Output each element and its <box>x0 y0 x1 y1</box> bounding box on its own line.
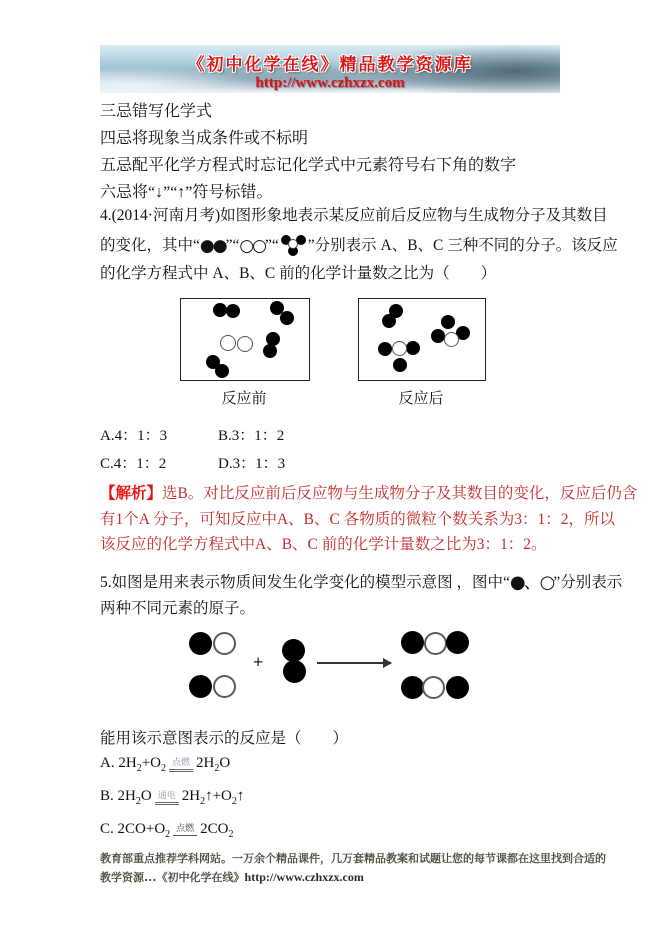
analysis-line1 <box>100 481 637 503</box>
black-atom <box>189 632 212 655</box>
black-atom <box>393 358 407 372</box>
black-atom <box>280 311 294 325</box>
q5-option-b: B. $2H_2O$ 通电 $2H_2↑+O_2↑$ <box>100 788 245 807</box>
reaction-condition: 点燃 <box>169 758 193 772</box>
footer-line1: 教育部重点推荐学科网站。一万余个精品课件，几万套精品教案和试题让您的每节课都在这里找到合适的 <box>100 852 606 865</box>
diagram-before-label: 反应前 <box>221 391 267 407</box>
black-atom <box>382 314 396 328</box>
reaction-arrow <box>317 662 391 664</box>
q4-text-line3: 的化学方程式中 A、B、C 前的化学计量数之比为（ ） <box>100 265 497 282</box>
q4-text-line2 <box>100 233 618 258</box>
site-banner <box>100 45 560 93</box>
q4-line2-text: ”分别表示 A、B、C 三种不同的分子。该反应 <box>307 237 618 254</box>
white-atom <box>220 335 236 351</box>
q4-option-d: D.3：1：3 <box>218 456 286 472</box>
black-atom <box>401 631 424 654</box>
q5-text-line2: 两种不同元素的原子。 <box>100 600 256 617</box>
q4-line2-text: 的变化，其中“ <box>100 237 200 254</box>
arrow-head-icon <box>383 658 392 668</box>
black-atom <box>213 303 227 317</box>
white-atom <box>392 341 407 356</box>
black-atom <box>441 315 455 329</box>
q4-line2-text: ”“ <box>265 237 279 254</box>
option-label: C. <box>100 821 118 837</box>
black-atom <box>406 341 420 355</box>
analysis-text: 选B。对比反应前后反应物与生成物分子及其数目的变化，反应后仍含 <box>162 485 638 502</box>
atom-legend-icons: ●、○ <box>509 572 554 593</box>
note-line-6: 六忌将“↓”“↑”符号标错。 <box>100 184 273 201</box>
analysis-label: 【解析】 <box>100 485 163 502</box>
white-atom <box>237 336 253 352</box>
q5-line1-text: ”分别表示 <box>553 574 623 591</box>
analysis-line2: 有1个A 分子，可知反应中A、B、C 各物质的微粒个数关系为3：1：2，所以 <box>100 511 615 528</box>
molecule-c-icon <box>280 233 307 258</box>
black-atom <box>189 675 212 698</box>
q5-option-a: A. $2H_2+O_2$ 点燃 $2H_2O$ <box>100 755 231 774</box>
molecule-b-icon: ○○ <box>239 236 265 256</box>
q4-option-c: C.4：1：2 <box>100 456 167 472</box>
diagram-after-label: 反应后 <box>398 391 444 407</box>
reaction-condition: 通电 <box>155 791 179 805</box>
note-line-3: 三忌错写化学式 <box>100 103 213 120</box>
option-label: B. <box>100 788 118 804</box>
diagram-before-reaction <box>180 298 310 381</box>
q5-prompt: 能用该示意图表示的反应是（ ） <box>100 730 349 747</box>
footer-line2-text: 教学资源...《初中化学在线》 <box>100 871 245 884</box>
white-atom <box>444 332 459 347</box>
molecule-a-icon: ●● <box>199 236 226 256</box>
q4-option-b: B.3：1：2 <box>218 428 285 444</box>
black-atom <box>282 639 305 662</box>
footer-url-link: http://www.czhxzx.com <box>244 870 364 884</box>
black-atom <box>431 329 445 343</box>
black-atom <box>446 676 469 699</box>
black-atom <box>401 676 424 699</box>
black-atom <box>446 631 469 654</box>
q5-option-c: C. $2CO+O_2$ 点燃 $2CO_2$ <box>100 821 234 840</box>
q4-line2-text: ”“ <box>225 237 240 254</box>
option-label: A. <box>100 755 119 771</box>
white-atom <box>422 676 445 699</box>
q4-text-line1: 4.(2014·河南月考)如图形象地表示某反应前后反应物与生成物分子及其数目 <box>100 207 608 224</box>
reaction-condition: 点燃 <box>173 824 197 836</box>
q4-option-a: A.4：1：3 <box>100 428 168 444</box>
note-line-5: 五忌配平化学方程式时忘记化学式中元素符号右下角的数字 <box>100 157 517 174</box>
black-atom <box>263 344 277 358</box>
diagram-after-reaction <box>358 298 486 381</box>
white-atom <box>424 632 447 655</box>
q5-reaction-model-diagram <box>185 628 477 714</box>
white-atom <box>213 632 236 655</box>
note-line-4: 四忌将现象当成条件或不标明 <box>100 130 309 147</box>
footer-line2 <box>100 869 570 885</box>
white-atom <box>213 675 236 698</box>
black-atom <box>226 304 240 318</box>
banner-title: 《初中化学在线》精品教学资源库 <box>187 55 473 74</box>
black-atom <box>215 364 229 378</box>
banner-url-link: http://www.czhxzx.com <box>255 75 405 91</box>
q5-text-line1 <box>100 568 622 594</box>
black-atom <box>283 660 306 683</box>
analysis-line3: 该反应的化学方程式中A、B、C 前的化学计量数之比为3：1：2。 <box>100 536 547 553</box>
black-atom <box>378 342 392 356</box>
plus-sign: + <box>253 652 264 672</box>
q5-line1-text: 5.如图是用来表示物质间发生化学变化的模型示意图 ，图中“ <box>100 574 510 591</box>
